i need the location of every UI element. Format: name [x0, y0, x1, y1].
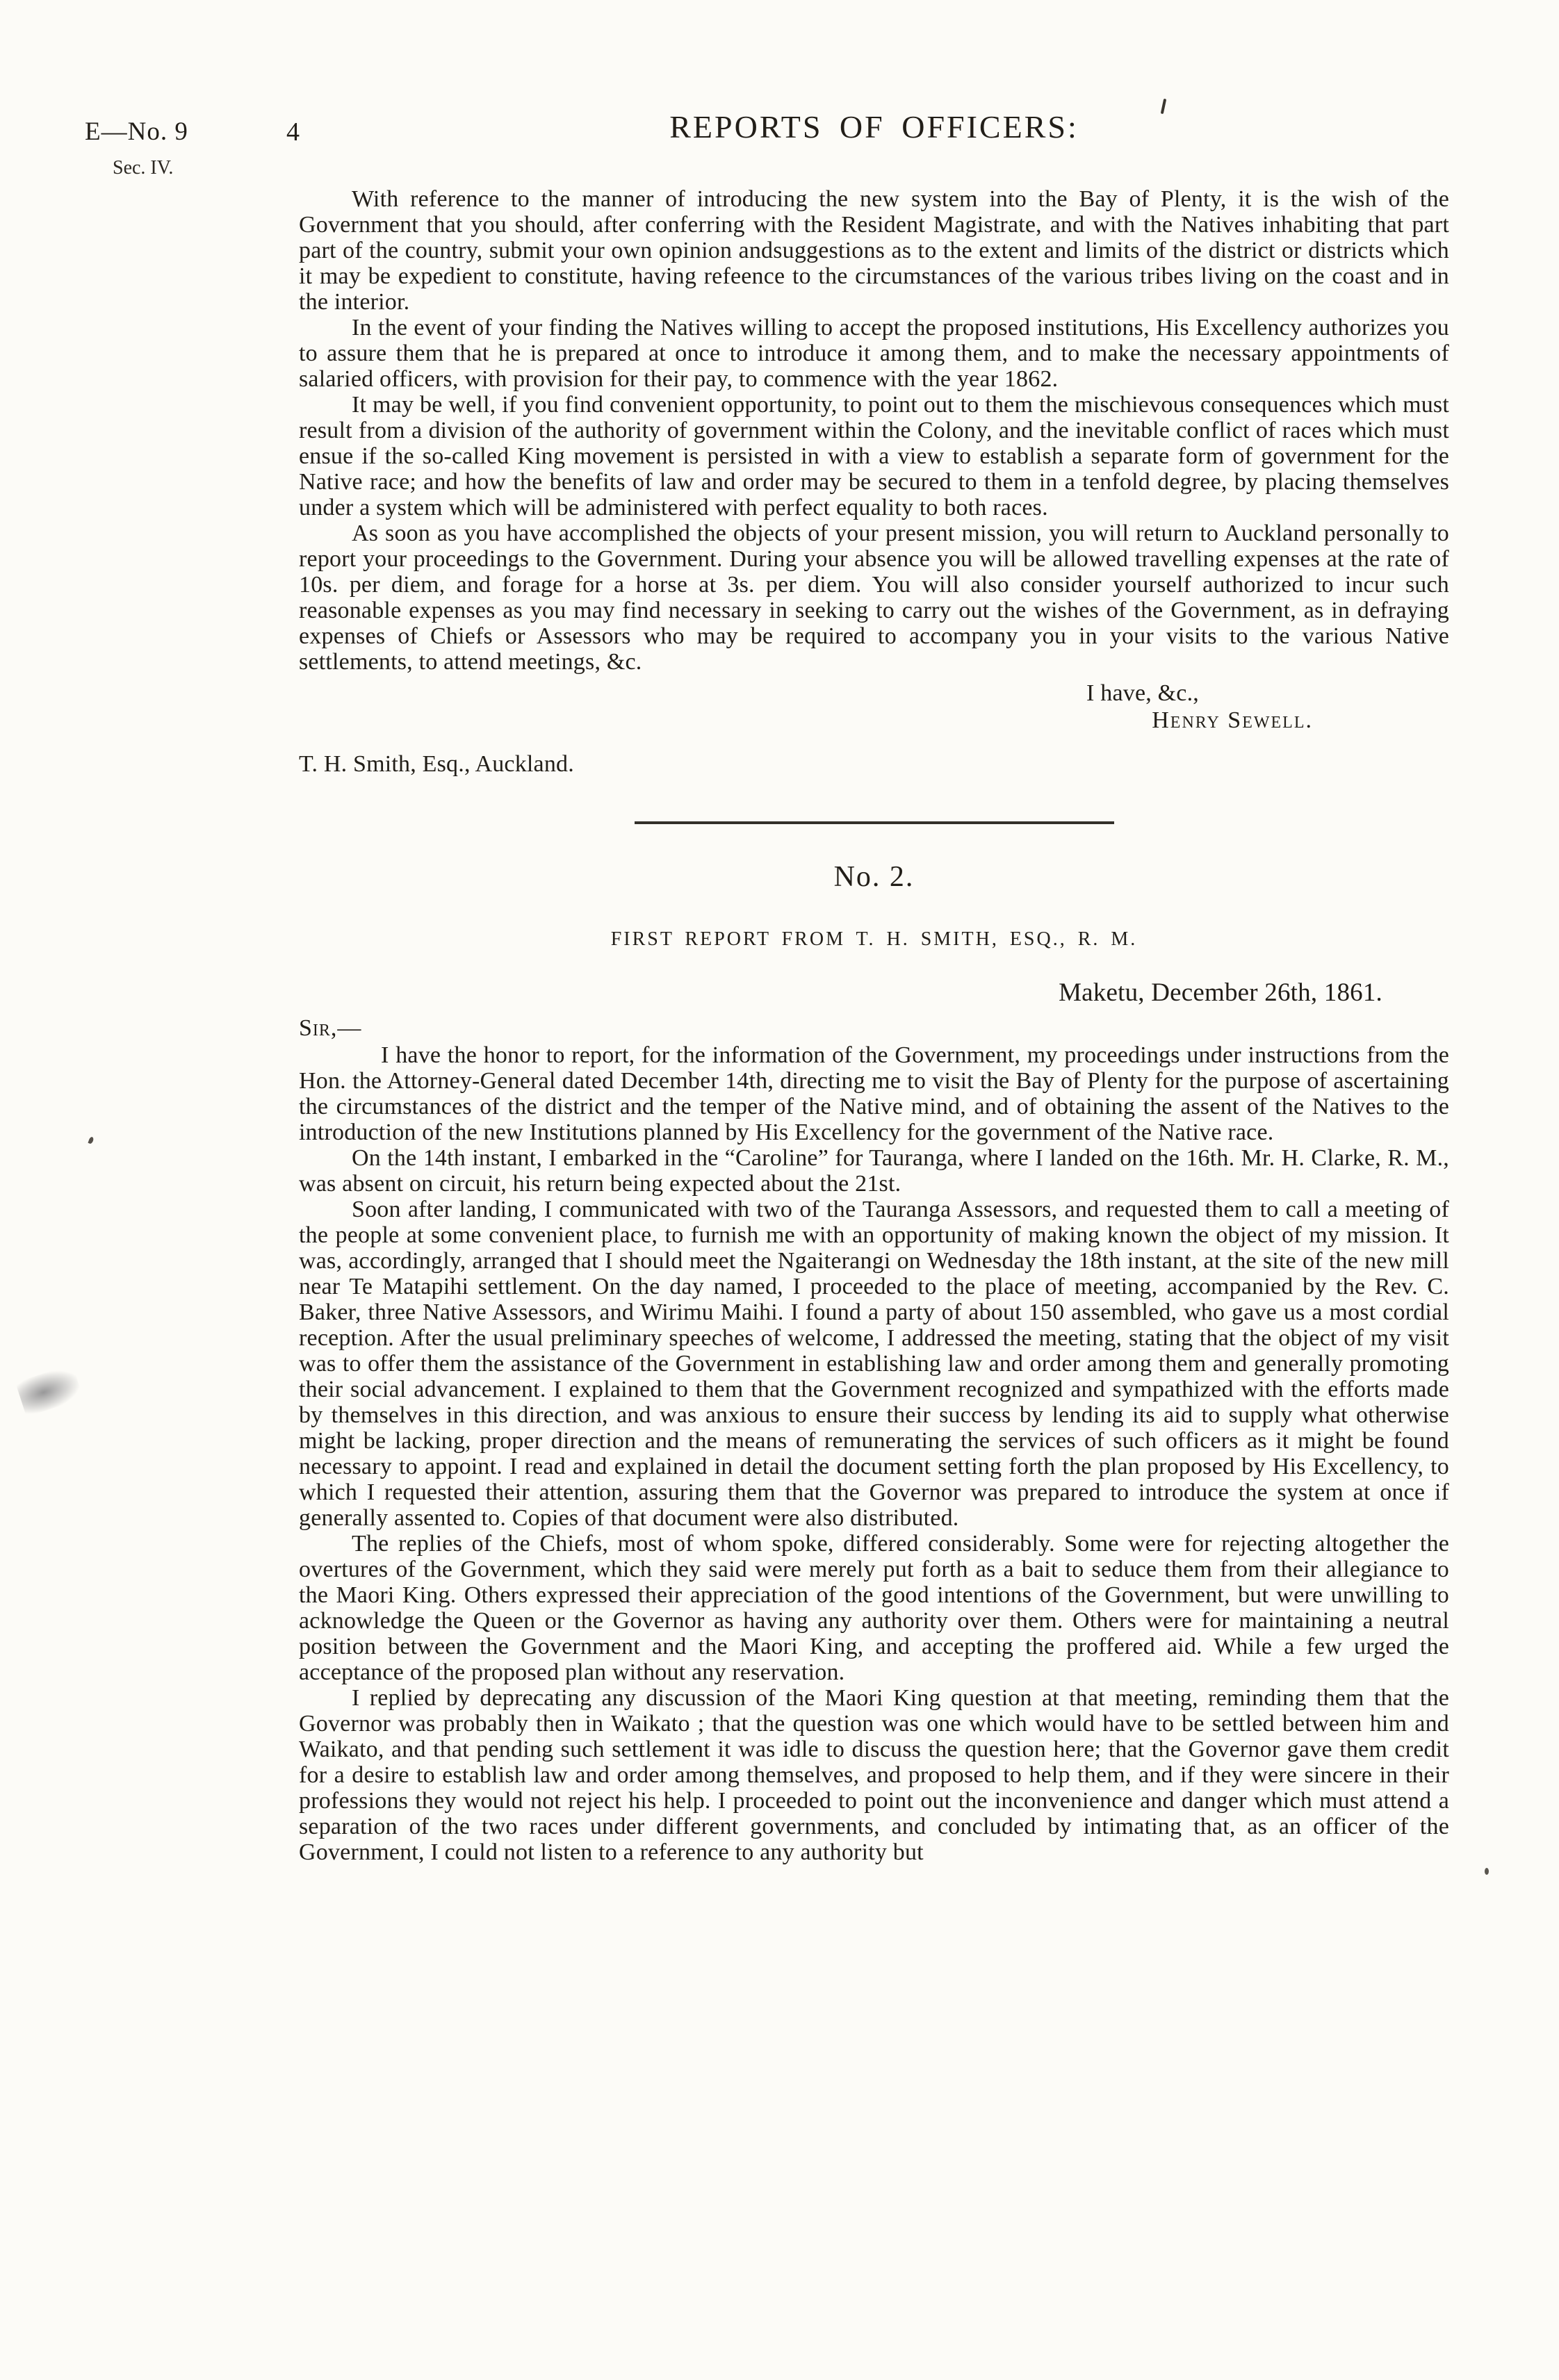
speck-artifact-right	[1485, 1868, 1489, 1875]
section-label: Sec. IV.	[113, 157, 174, 179]
report-paragraph-5: I replied by deprecating any discussion of the Maori King question at that meeting, reminding them that the Governor was probably then in Waikato ; that the question was one which would have to be settled between him and Waikato, and that pending such settlement it was idle to discuss the question here; that the Governor gave them credit for a desire to establish law and order among themselves, and proposed to help them, and if they were sincere in their professions they would not reject his help. I proceeded to point out the inconvenience and danger which must attend a separation of the two races under different governments, and concluded by intimating that, as an officer of the Government, I could not listen to a reference to any authority but	[299, 1685, 1449, 1865]
document-reference: E—No. 9	[85, 117, 188, 146]
report-paragraph-4: The replies of the Chiefs, most of whom spoke, differed considerably. Some were for rejecting altogether the overtures of the Government, which they said were merely put forth as a bait to seduce them from their allegiance to the Maori King. Others expressed their appreciation of the good intentions of the Government, but were unwilling to acknowledge the Queen or the Governor as having any authority over them. Others were for maintaining a neutral position between the Government and the Maori King, and accepting the proffered aid. While a few urged the acceptance of the proposed plan without any reservation.	[299, 1531, 1449, 1685]
letter-paragraph-2: In the event of your finding the Natives willing to accept the proposed institutions, His Excellency authorizes you to assure them that he is prepared at once to introduce it among them, and to make the necessary appointments of salaried officers, with provision for their pay, to commence with the year 1862.	[299, 315, 1449, 392]
section-divider	[635, 821, 1114, 824]
letter-paragraph-1: With reference to the manner of introducing the new system into the Bay of Plenty, it is the wish of the Government that you should, after conferring with the Resident Magistrate, and with the Natives inhabiting that part part of the country, submit your own opinion andsuggestions as to the extent and limits of the district or districts which it may be expedient to constitute, having refeence to the circumstances of the various tribes living on the coast and in the interior.	[299, 186, 1449, 315]
report-paragraph-2: On the 14th instant, I embarked in the “Caroline” for Tauranga, where I landed on the 16th. Mr. H. Clarke, R. M., was absent on circuit, his return being expected about the 21st.	[299, 1145, 1449, 1197]
letter-paragraph-4: As soon as you have accomplished the objects of your present mission, you will return to Auckland personally to report your proceedings to the Government. During your absence you will be allowed travelling expenses at the rate of 10s. per diem, and forage for a horse at 3s. per diem. You will also consider yourself authorized to incur such reasonable expenses as you may find necessary in seeking to carry out the wishes of the Government, as in defraying expenses of Chiefs or Assessors who may be required to accompany you in your visits to the various Native settlements, to attend meetings, &c.	[299, 520, 1449, 675]
report-paragraph-1: I have the honor to report, for the information of the Government, my proceedings under instructions from the Hon. the Attorney-General dated December 14th, directing me to visit the Bay of Plenty for the purpose of ascertaining the circumstances of the district and the temper of the Native mind, and of obtaining the assent of the Natives to the introduction of the new Institutions planned by His Excellency for the government of the Native race.	[299, 1042, 1449, 1145]
valediction: I have, &c.,	[1086, 680, 1199, 706]
speck-artifact-left	[88, 1136, 94, 1144]
dateline: Maketu, December 26th, 1861.	[1059, 978, 1382, 1007]
addressee: T. H. Smith, Esq., Auckland.	[299, 751, 574, 777]
page-number: 4	[286, 117, 300, 147]
page-title: REPORTS OF OFFICERS:	[669, 109, 1079, 145]
report-paragraph-3: Soon after landing, I communicated with two of the Tauranga Assessors, and requested them to call a meeting of the people at some convenient place, to furnish me with an opportunity of making known the object of my mission. It was, accordingly, arranged that I should meet the Ngaiterangi on Wednesday the 18th instant, at the site of the new mill near Te Matapihi settlement. On the day named, I proceeded to the place of meeting, accompanied by the Rev. C. Baker, three Native Assessors, and Wirimu Maihi. I found a party of about 150 assembled, who gave us a most cordial reception. After the usual preliminary speeches of welcome, I addressed the meeting, stating that the object of my visit was to offer them the assistance of the Government in establishing law and order among them and generally promoting their social advancement. I explained to them that the Government recognized and sympathized with the efforts made by themselves in this direction, and was anxious to ensure their success by lending its aid to supply what otherwise might be lacking, proper direction and the means of remunerating the services of such officers as it might be found necessary to appoint. I read and explained in detail the document setting forth the plan proposed by His Excellency, to which I requested their attention, assuring them that the Governor was prepared to introduce the system at once if generally assented to. Copies of that document were also distributed.	[299, 1197, 1449, 1531]
letter-paragraph-3: It may be well, if you find convenient opportunity, to point out to them the mischievous consequences which must result from a division of the authority of government within the Colony, and the inevitable conflict of races which must ensue if the so-called King movement is persisted in with a view to establish a separate form of government for the Native race; and how the benefits of law and order may be secured to them in a tenfold degree, by placing themselves under a system which will be administered with perfect equality to both races.	[299, 392, 1449, 520]
report-number-heading: No. 2.	[833, 861, 915, 893]
content-column	[299, 186, 1449, 1865]
signature-henry-sewell: Henry Sewell.	[1152, 707, 1313, 733]
ink-smudge-artifact	[15, 1364, 83, 1417]
salutation: Sir,—	[299, 1015, 362, 1041]
report-subheading: FIRST REPORT FROM T. H. SMITH, ESQ., R. M.	[610, 928, 1138, 950]
